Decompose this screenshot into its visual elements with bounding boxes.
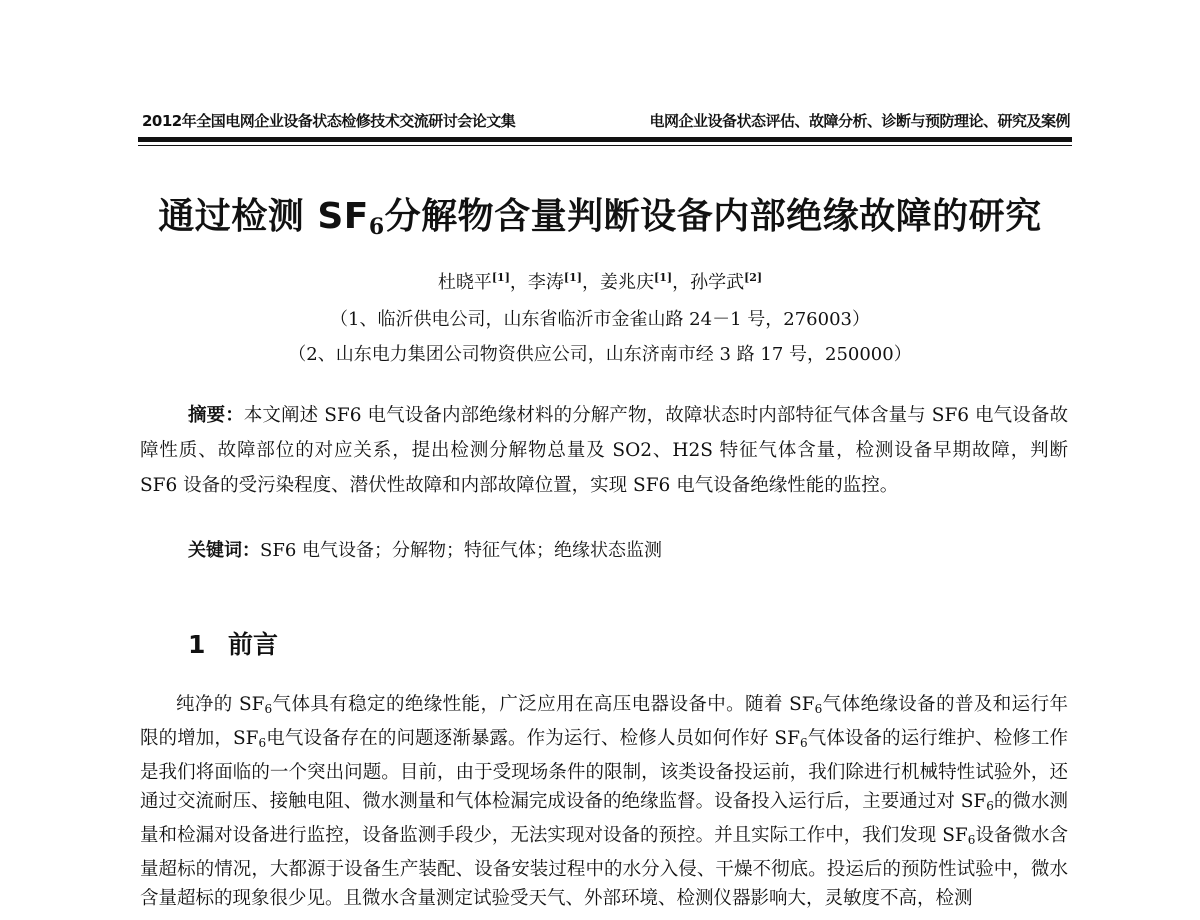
author-separator: ， xyxy=(582,272,600,293)
subscript: 6 xyxy=(799,736,808,750)
running-header xyxy=(142,110,1070,136)
subscript: 6 xyxy=(967,833,976,847)
body-text: 气体具有稳定的绝缘性能，广泛应用在高压电器设备中。随着 SF xyxy=(272,694,815,715)
author-list xyxy=(0,268,1200,294)
title-suffix: 分解物含量判断设备内部绝缘故障的研究 xyxy=(384,196,1042,237)
section-title: 前言 xyxy=(228,630,279,659)
author-separator: ， xyxy=(509,272,528,293)
author-separator: ， xyxy=(672,272,691,293)
title-subscript: 6 xyxy=(368,214,385,240)
title-prefix: 通过检测 SF xyxy=(158,196,369,237)
body-paragraph xyxy=(140,690,1068,913)
body-text: 气体设备的运行维护、检修工作是我们将面临的一个突出问题。目前，由于受现场条件的限制，该类设备投运前，我们除进行机械特性试验外，还通过交流耐压、接触电阻、微水测量和气体检漏完成设备的绝缘监督。设备投入运行后，主要通过对 SF xyxy=(140,728,1068,812)
header-rule-thick xyxy=(138,137,1072,142)
abstract-text: 本文阐述 SF6 电气设备内部绝缘材料的分解产物，故障状态时内部特征气体含量与 SF6 电气设备故障性质、故障部位的对应关系，提出检测分解物总量及 SO2、H2S 特征气体含量，检测设备早期故障，判断 SF6 设备的受污染程度、潜伏性故障和内部故障位置，实现 SF6 电气设备绝缘性能的监控。 xyxy=(140,405,1068,496)
author-affil-mark: [1] xyxy=(491,271,510,284)
author-name: 姜兆庆 xyxy=(600,272,654,293)
header-section-topic: 电网企业设备状态评估、故障分析、诊断与预防理论、研究及案例 xyxy=(649,112,1070,130)
subscript: 6 xyxy=(264,702,273,716)
keywords xyxy=(188,536,662,562)
keywords-text: SF6 电气设备；分解物；特征气体；绝缘状态监测 xyxy=(260,540,662,561)
author-name: 李涛 xyxy=(527,272,564,293)
author-affil-mark: [2] xyxy=(744,271,763,284)
section-heading xyxy=(188,625,278,661)
author-affil-mark: [1] xyxy=(654,271,673,284)
subscript: 6 xyxy=(814,702,823,716)
abstract xyxy=(140,398,1068,503)
section-number: 1 xyxy=(188,630,206,659)
body-text: 电气设备存在的问题逐渐暴露。作为运行、检修人员如何作好 SF xyxy=(266,728,800,749)
keywords-label: 关键词： xyxy=(188,540,260,561)
header-rule-thin xyxy=(138,145,1072,146)
body-text: 气体绝缘设备的普及和运行年限的增加，SF xyxy=(140,694,1068,749)
body-text: 的微水测量和检漏对设备进行监控，设备监测手段少，无法实现对设备的预控。并且实际工作中，我们发现 SF xyxy=(140,791,1068,846)
author-name: 孙学武 xyxy=(690,272,745,293)
body-text: 设备微水含量超标的情况，大都源于设备生产装配、设备安装过程中的水分入侵、干燥不彻底。投运后的预防性试验中，微水含量超标的现象很少见。且微水含量测定试验受天气、外部环境、检测仪器影响大，灵敏度不高，检测 xyxy=(140,825,1068,909)
header-proceedings-title: 2012年全国电网企业设备状态检修技术交流研讨会论文集 xyxy=(142,112,516,130)
author-name: 杜晓平 xyxy=(437,272,492,293)
affiliation-2: （2、山东电力集团公司物资供应公司，山东济南市经 3 路 17 号，250000） xyxy=(288,344,912,365)
abstract-label: 摘要： xyxy=(188,405,244,426)
subscript: 6 xyxy=(258,736,267,750)
affiliation-1: （1、临沂供电公司，山东省临沂市金雀山路 24－1 号，276003） xyxy=(330,309,870,330)
author-affil-mark: [1] xyxy=(563,271,582,284)
paper-title xyxy=(0,188,1200,240)
body-text: 纯净的 SF xyxy=(176,694,265,715)
subscript: 6 xyxy=(986,799,994,813)
